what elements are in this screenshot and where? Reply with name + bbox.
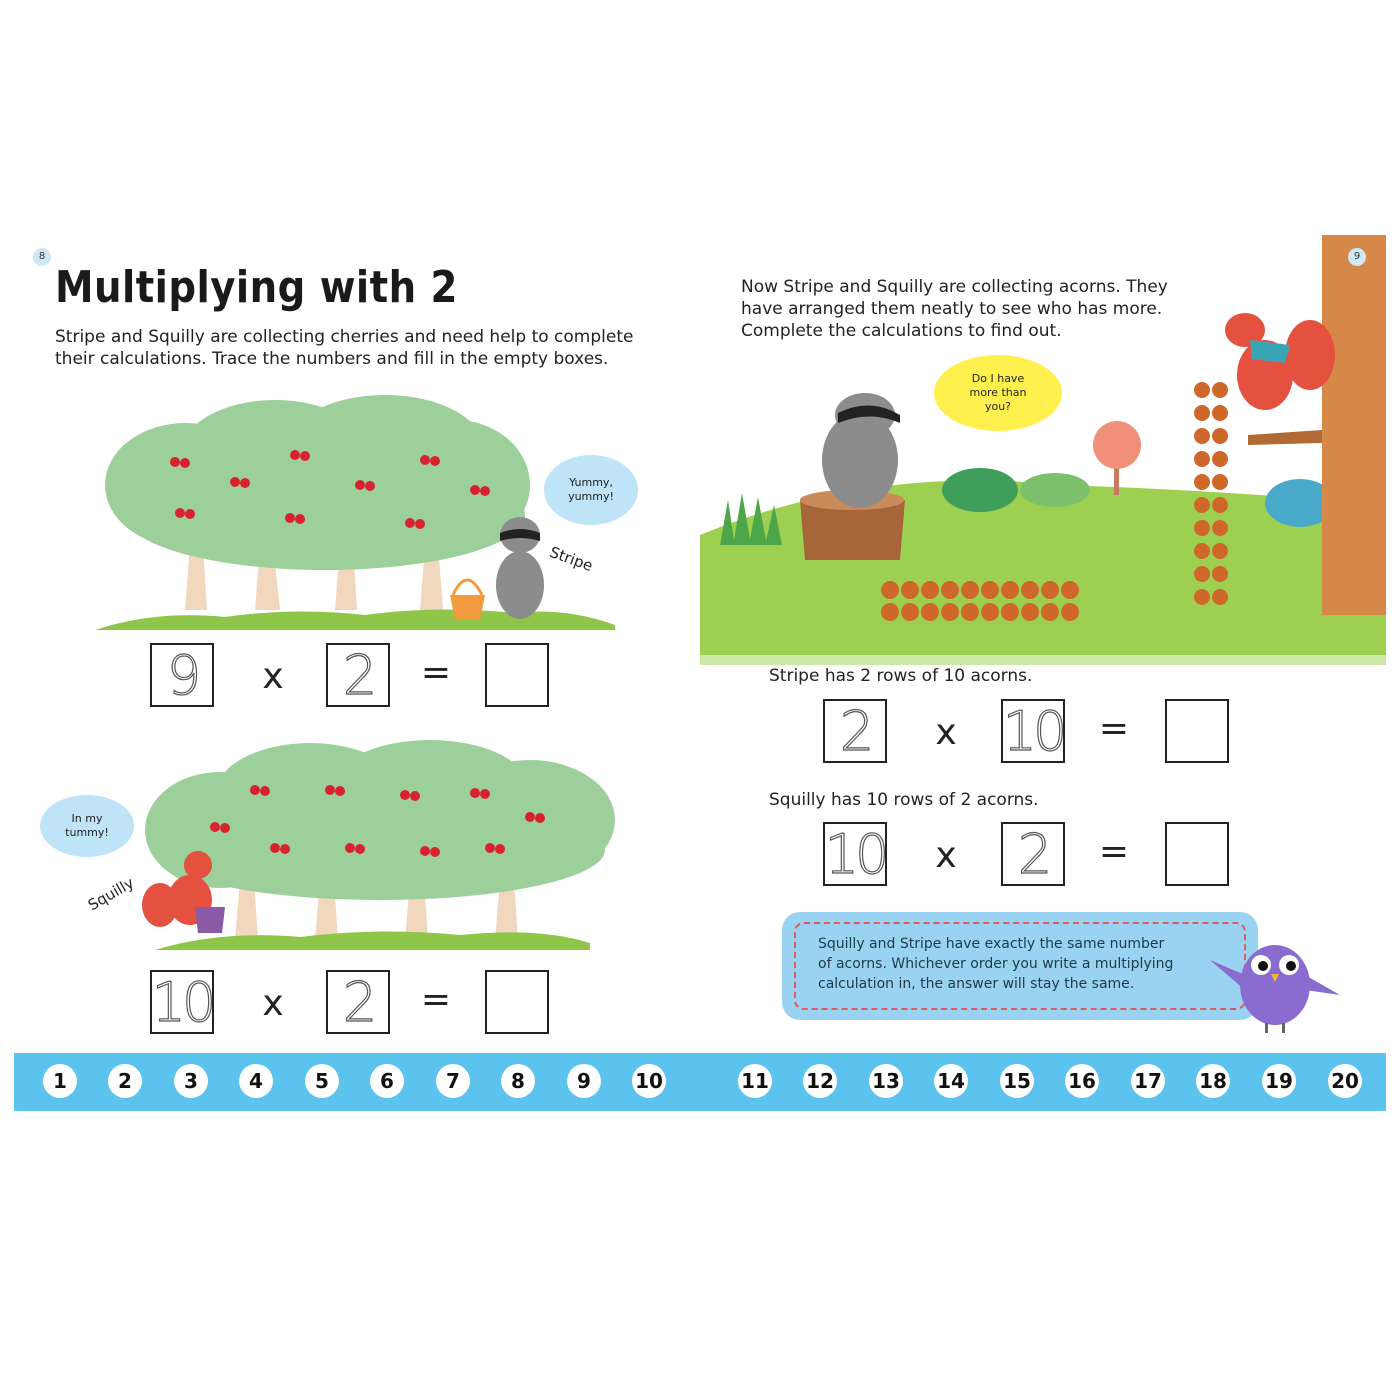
number-line-item: 2 xyxy=(108,1064,142,1098)
acorn-scene-illustration xyxy=(700,235,1386,665)
right-intro-line-2: have arranged them neatly to see who has more. xyxy=(741,299,1163,319)
trace-box xyxy=(326,643,390,707)
bubble-line: Do I have xyxy=(971,372,1025,385)
number-line-item: 5 xyxy=(305,1064,339,1098)
bubble-line: Yummy, xyxy=(569,476,613,489)
page-number-right: 9 xyxy=(1348,248,1366,266)
answer-box[interactable] xyxy=(485,643,549,707)
right-intro-line-3: Complete the calculations to find out. xyxy=(741,321,1062,341)
number-line-item: 14 xyxy=(934,1064,968,1098)
cherry-tree-illustration-top xyxy=(95,395,615,640)
number-line-item: 9 xyxy=(567,1064,601,1098)
bubble-line: yummy! xyxy=(568,490,614,503)
right-intro-line-1: Now Stripe and Squilly are collecting acorns. They xyxy=(741,277,1168,297)
number-line-item: 19 xyxy=(1262,1064,1296,1098)
number-line-item: 16 xyxy=(1065,1064,1099,1098)
owl-illustration xyxy=(1205,930,1345,1035)
trace-number: 2 xyxy=(342,643,374,707)
number-line-item: 12 xyxy=(803,1064,837,1098)
number-line-item: 17 xyxy=(1131,1064,1165,1098)
multiply-sign: x xyxy=(935,835,957,876)
speech-bubble-tummy xyxy=(40,795,134,857)
multiply-sign: x xyxy=(262,983,284,1024)
trace-number: 10 xyxy=(151,970,213,1034)
trace-number: 10 xyxy=(1002,699,1064,763)
bubble-line: tummy! xyxy=(65,826,109,839)
number-line-item: 10 xyxy=(632,1064,666,1098)
number-line-item: 8 xyxy=(501,1064,535,1098)
trace-box xyxy=(823,822,887,886)
number-line-item: 6 xyxy=(370,1064,404,1098)
cherry-tree-illustration-bottom xyxy=(140,735,620,955)
trace-box xyxy=(326,970,390,1034)
page-number-left: 8 xyxy=(33,248,51,266)
trace-number: 2 xyxy=(342,970,374,1034)
trace-number: 2 xyxy=(839,699,871,763)
number-line-item: 20 xyxy=(1328,1064,1362,1098)
bubble-line: you? xyxy=(984,400,1012,413)
trace-box xyxy=(1001,822,1065,886)
answer-box[interactable] xyxy=(1165,699,1229,763)
bubble-line: In my xyxy=(71,812,103,825)
answer-box[interactable] xyxy=(1165,822,1229,886)
trace-number: 9 xyxy=(166,643,198,707)
stripe-sentence: Stripe has 2 rows of 10 acorns. xyxy=(769,666,1033,686)
trace-box xyxy=(1001,699,1065,763)
info-line: Squilly and Stripe have exactly the same number xyxy=(818,936,1165,952)
trace-number: 2 xyxy=(1017,822,1049,886)
info-line: of acorns. Whichever order you write a multiplying xyxy=(818,956,1174,972)
bubble-line: more than xyxy=(969,386,1027,399)
equals-sign: = xyxy=(1098,708,1130,749)
speech-bubble-more xyxy=(934,355,1062,431)
trace-number: 10 xyxy=(824,822,886,886)
number-line xyxy=(14,1053,1386,1111)
number-line-item: 11 xyxy=(738,1064,772,1098)
info-box xyxy=(782,912,1258,1020)
number-line-item: 15 xyxy=(1000,1064,1034,1098)
number-line-item: 13 xyxy=(869,1064,903,1098)
answer-box[interactable] xyxy=(485,970,549,1034)
page-title: Multiplying with 2 xyxy=(55,262,458,313)
number-line-item: 18 xyxy=(1196,1064,1230,1098)
trace-box xyxy=(150,643,214,707)
trace-box xyxy=(150,970,214,1034)
left-intro-line-2: their calculations. Trace the numbers and fill in the empty boxes. xyxy=(55,349,609,369)
speech-bubble-yummy xyxy=(544,455,638,525)
equals-sign: = xyxy=(1098,831,1130,872)
number-line-item: 4 xyxy=(239,1064,273,1098)
character-name-squilly: Squilly xyxy=(84,873,138,915)
info-text xyxy=(818,934,1198,994)
multiply-sign: x xyxy=(262,656,284,697)
equals-sign: = xyxy=(420,652,452,693)
character-name-stripe: Stripe xyxy=(547,542,596,576)
number-line-item: 1 xyxy=(43,1064,77,1098)
left-intro xyxy=(55,326,633,370)
equals-sign: = xyxy=(420,979,452,1020)
left-intro-line-1: Stripe and Squilly are collecting cherries and need help to complete xyxy=(55,327,634,347)
number-line-item: 7 xyxy=(436,1064,470,1098)
info-line: calculation in, the answer will stay the same. xyxy=(818,976,1135,992)
multiply-sign: x xyxy=(935,712,957,753)
number-line-item: 3 xyxy=(174,1064,208,1098)
squilly-sentence: Squilly has 10 rows of 2 acorns. xyxy=(769,790,1039,810)
trace-box xyxy=(823,699,887,763)
